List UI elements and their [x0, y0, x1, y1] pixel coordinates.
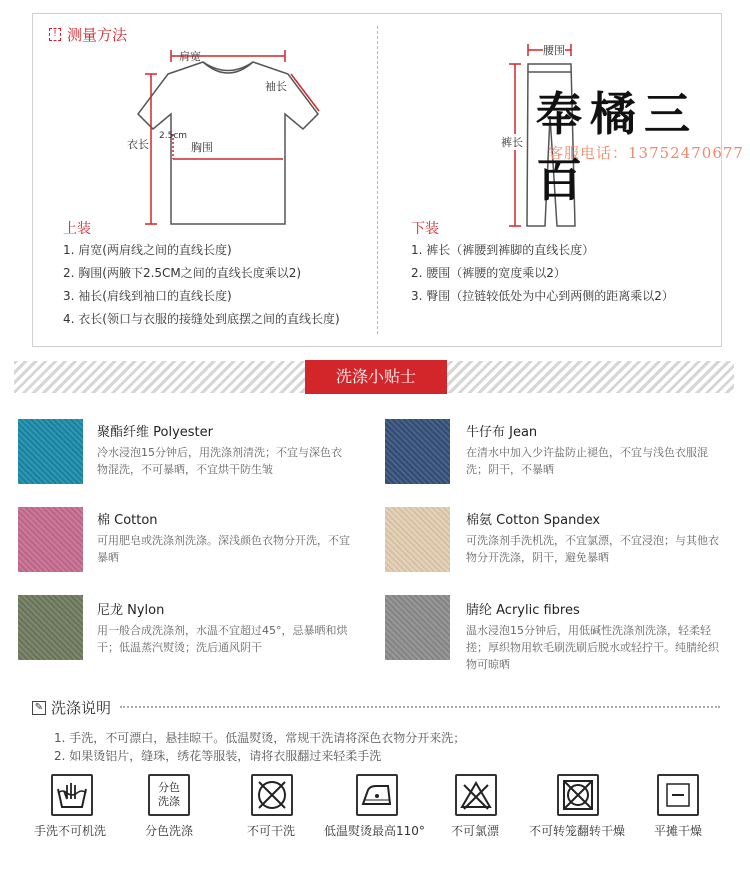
pants-length-label: 裤长: [501, 136, 523, 149]
dotted-divider: [120, 706, 720, 708]
separate-wash-text-top: 分色: [158, 781, 180, 794]
dry-flat-icon: [657, 774, 699, 816]
nylon-swatch: [18, 595, 83, 660]
service-phone: 客服电话：13752470677: [548, 144, 744, 162]
fabric-name: 聚酯纤维 Polyester: [97, 425, 213, 440]
edit-icon: ✎: [32, 701, 46, 715]
cotton-swatch: [18, 507, 83, 572]
bottom-rule: 3. 臀围（拉链较低处为中心到两侧的距离乘以2）: [411, 289, 674, 303]
fabric-name: 棉氨 Cotton Spandex: [466, 513, 601, 528]
top-rule: 1. 肩宽(两肩线之间的直线长度): [63, 243, 232, 257]
fabric-desc: 可用肥皂或洗涤剂洗涤。深浅颜色衣物分开洗，不宜暴晒: [97, 534, 350, 564]
cotton-spandex-swatch: [385, 507, 450, 572]
chest-label: 胸围: [191, 141, 213, 154]
top-rule: 4. 衣长(领口与衣服的接缝处到底摆之间的直线长度): [63, 312, 340, 326]
measurement-title-text: 测量方法: [67, 26, 128, 44]
waist-label: 腰围: [543, 44, 565, 57]
wash-heading: [32, 697, 111, 718]
top-rule: 3. 袖长(肩线到袖口的直线长度): [63, 289, 232, 303]
length-label: 衣长: [127, 138, 149, 151]
no-dry-clean-icon: [251, 774, 293, 816]
fabric-name: 腈纶 Acrylic fibres: [466, 603, 580, 618]
wash-heading-text: 洗涤说明: [51, 699, 112, 717]
section-divider: [377, 26, 378, 334]
separate-wash-icon: [148, 774, 190, 816]
hand-wash-icon: [51, 774, 93, 816]
washing-tips-banner: 洗涤小贴士: [305, 360, 447, 394]
care-label: 不可氯漂: [451, 824, 500, 838]
brand-watermark: 奉橘三百: [536, 87, 698, 207]
sleeve-label: 袖长: [265, 80, 287, 93]
fabric-desc: 冷水浸泡15分钟后，用洗涤剂清洗；不宜与深色衣物混洗，不可暴晒，不宜烘干防生皱: [97, 446, 342, 476]
care-label: 手洗不可机洗: [34, 824, 107, 838]
bottom-rule: 1. 裤长（裤腰到裤脚的直线长度）: [411, 243, 595, 257]
care-label: 低温熨烫最高110°: [324, 824, 425, 838]
acrylic-swatch: [385, 595, 450, 660]
shoulder-label: 肩宽: [179, 50, 201, 63]
top-heading: 上装: [63, 221, 91, 237]
shirt-diagram: [113, 34, 343, 234]
care-label: 分色洗涤: [145, 824, 194, 838]
fabric-desc: 可洗涤剂手洗机洗，不宜氯漂，不宜浸泡；与其他衣物分开洗涤，阴干，避免暴晒: [466, 534, 719, 564]
low-iron-icon: [356, 774, 398, 816]
bottom-rule: 2. 腰围（裤腰的宽度乘以2）: [411, 266, 566, 280]
top-rule: 2. 胸围(两腋下2.5CM之间的直线长度乘以2): [63, 266, 302, 280]
no-tumble-dry-icon: [557, 774, 599, 816]
bottom-heading: 下装: [411, 221, 439, 237]
separate-wash-text-bottom: 洗涤: [158, 795, 180, 808]
fabric-name: 牛仔布 Jean: [466, 425, 538, 440]
wash-line: 2. 如果烫铝片，缝珠，绣花等服装，请将衣服翻过来轻柔手洗: [54, 749, 382, 763]
care-label: 不可转笼翻转干燥: [529, 824, 626, 838]
fabric-name: 尼龙 Nylon: [97, 603, 165, 618]
no-bleach-icon: [455, 774, 497, 816]
offset-label: 2.5cm: [159, 131, 188, 141]
fabric-desc: 用一般合成洗涤剂，水温不宜超过45°，忌暴晒和烘干；低温蒸汽熨烫；洗后通风阴干: [97, 624, 348, 654]
care-label: 不可干洗: [247, 824, 296, 838]
wash-line: 1. 手洗，不可漂白，悬挂晾干。低温熨烫，常规干洗请将深色衣物分开来洗；: [54, 731, 466, 745]
fabric-desc: 温水浸泡15分钟后，用低碱性洗涤剂洗涤，轻柔轻搓；厚织物用软毛刷洗刷后脱水或轻拧干。纯腈纶织物可晾晒: [466, 624, 719, 671]
jean-swatch: [385, 419, 450, 484]
polyester-swatch: [18, 419, 83, 484]
ruler-icon: !: [49, 28, 61, 41]
care-label: 平摊干燥: [654, 824, 703, 838]
fabric-desc: 在清水中加入少许盐防止褪色，不宜与浅色衣服混洗；阴干，不暴晒: [466, 446, 708, 476]
fabric-name: 棉 Cotton: [97, 513, 158, 528]
